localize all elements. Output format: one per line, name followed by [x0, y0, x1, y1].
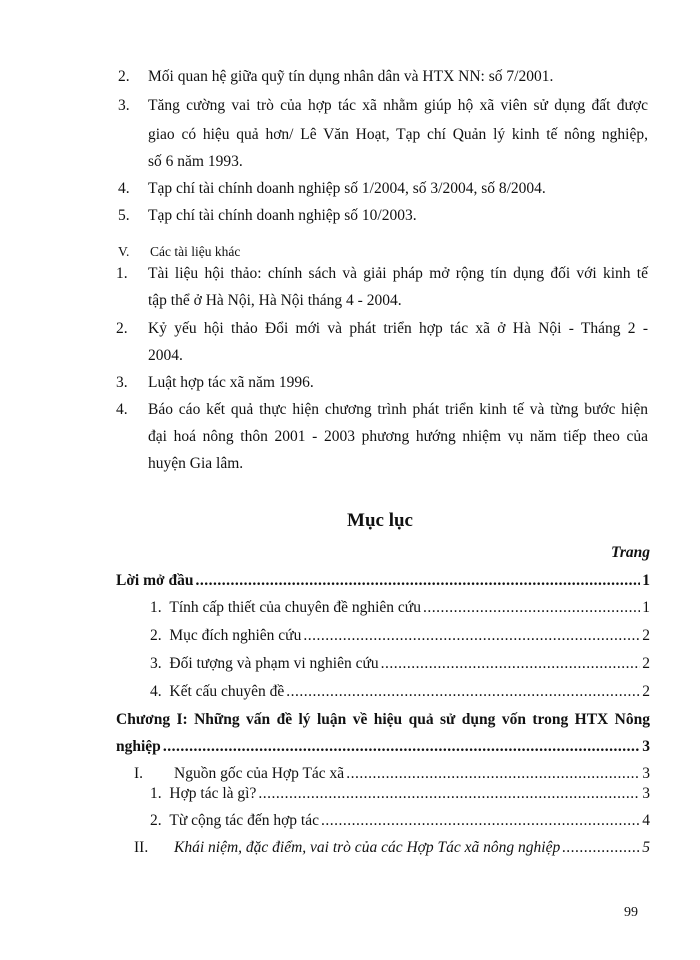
ref-number: 2.	[116, 320, 128, 337]
toc-page: 3	[642, 765, 650, 782]
ref-number: 3.	[116, 374, 128, 391]
toc-page: 3	[642, 785, 650, 802]
toc-label: Kết cấu chuyên đề	[169, 683, 285, 700]
ref-text: đại hoá nông thôn 2001 - 2003 phương hướng nhiệm vụ năm tiếp theo của	[148, 428, 648, 445]
ref-number: 4.	[118, 180, 130, 197]
ref-text: Báo cáo kết quả thực hiện chương trình phát triển kinh tế và từng bước hiện	[148, 401, 648, 418]
toc-entry[interactable]	[150, 655, 650, 673]
toc-number: II.	[134, 839, 149, 856]
ref-text: Mối quan hệ giữa quỹ tín dụng nhân dân và HTX NN: số 7/2001.	[148, 68, 554, 85]
toc-label: Đối tượng và phạm vi nghiên cứu	[169, 655, 379, 672]
toc-label: Hợp tác là gì?	[169, 785, 257, 802]
ref-text: huyện Gia lâm.	[148, 455, 244, 472]
toc-label: Tính cấp thiết của chuyên đề nghiên cứu	[169, 599, 421, 616]
toc-page: 1	[642, 599, 650, 616]
ref-text: Luật hợp tác xã năm 1996.	[148, 374, 314, 391]
toc-label: Từ cộng tác đến hợp tác	[169, 812, 319, 829]
toc-number: 1.	[150, 599, 162, 616]
ref-text: số 6 năm 1993.	[148, 153, 243, 170]
ref-text: Tăng cường vai trò của hợp tác xã nhằm giúp hộ xã viên sử dụng đất được	[148, 97, 648, 114]
toc-entry-intro[interactable]	[116, 572, 650, 590]
ref-text: Tạp chí tài chính doanh nghiệp số 1/2004, số 3/2004, số 8/2004.	[148, 180, 546, 197]
toc-number: 2.	[150, 627, 162, 644]
toc-label: Lời mở đầu	[116, 572, 194, 589]
toc-entry[interactable]	[150, 627, 650, 645]
toc-label: Khái niệm, đặc điểm, vai trò của các Hợp Tác xã nông nghiệp	[174, 839, 561, 856]
toc-label: nghiệp	[116, 738, 161, 755]
ref-text: Tài liệu hội thảo: chính sách và giải pháp mở rộng tín dụng đối với kinh tế	[148, 265, 648, 282]
ref-number: 3.	[118, 97, 130, 114]
toc-page: 4	[642, 812, 650, 829]
ref-text: 2004.	[148, 347, 183, 364]
toc-number: 3.	[150, 655, 162, 672]
ref-text: tập thể ở Hà Nội, Hà Nội tháng 4 - 2004.	[148, 292, 402, 309]
ref-text: Tạp chí tài chính doanh nghiệp số 10/2003.	[148, 207, 417, 224]
toc-entry[interactable]	[150, 599, 650, 617]
toc-page: 2	[642, 655, 650, 672]
toc-label: Nguồn gốc của Hợp Tác xã	[174, 765, 345, 782]
toc-number: 2.	[150, 812, 162, 829]
toc-page: 2	[642, 683, 650, 700]
toc-number: I.	[134, 765, 144, 782]
page-number: 99	[624, 905, 638, 920]
toc-label: Mục đích nghiên cứu	[169, 627, 302, 644]
toc-entry-section[interactable]	[134, 765, 650, 783]
toc-title: Mục lục	[347, 510, 413, 531]
ref-number: 2.	[118, 68, 130, 85]
toc-page-header: Trang	[610, 544, 650, 561]
ref-text: Kỷ yếu hội thảo Đổi mới và phát triển hợp tác xã ở Hà Nội - Tháng 2 -	[148, 320, 648, 337]
toc-number: 1.	[150, 785, 162, 802]
ref-number: 5.	[118, 207, 130, 224]
toc-chapter-title[interactable]: Chương I: Những vấn đề lý luận về hiệu quả sử dụng vốn trong HTX Nông	[116, 711, 650, 728]
toc-number: 4.	[150, 683, 162, 700]
toc-entry-section[interactable]	[134, 839, 650, 857]
ref-number: 1.	[116, 265, 128, 282]
toc-entry[interactable]	[150, 683, 650, 701]
toc-entry[interactable]	[150, 785, 650, 803]
toc-page: 2	[642, 627, 650, 644]
toc-entry[interactable]	[150, 812, 650, 830]
section-title: Các tài liệu khác	[150, 244, 241, 259]
toc-page: 3	[642, 738, 650, 755]
toc-page: 5	[642, 839, 650, 856]
ref-text: giao có hiệu quả hơn/ Lê Văn Hoạt, Tạp chí Quản lý kinh tế nông nghiệp,	[148, 126, 648, 143]
toc-entry-chapter[interactable]	[116, 738, 650, 756]
toc-page: 1	[642, 572, 650, 589]
section-number: V.	[118, 244, 130, 259]
ref-number: 4.	[116, 401, 128, 418]
